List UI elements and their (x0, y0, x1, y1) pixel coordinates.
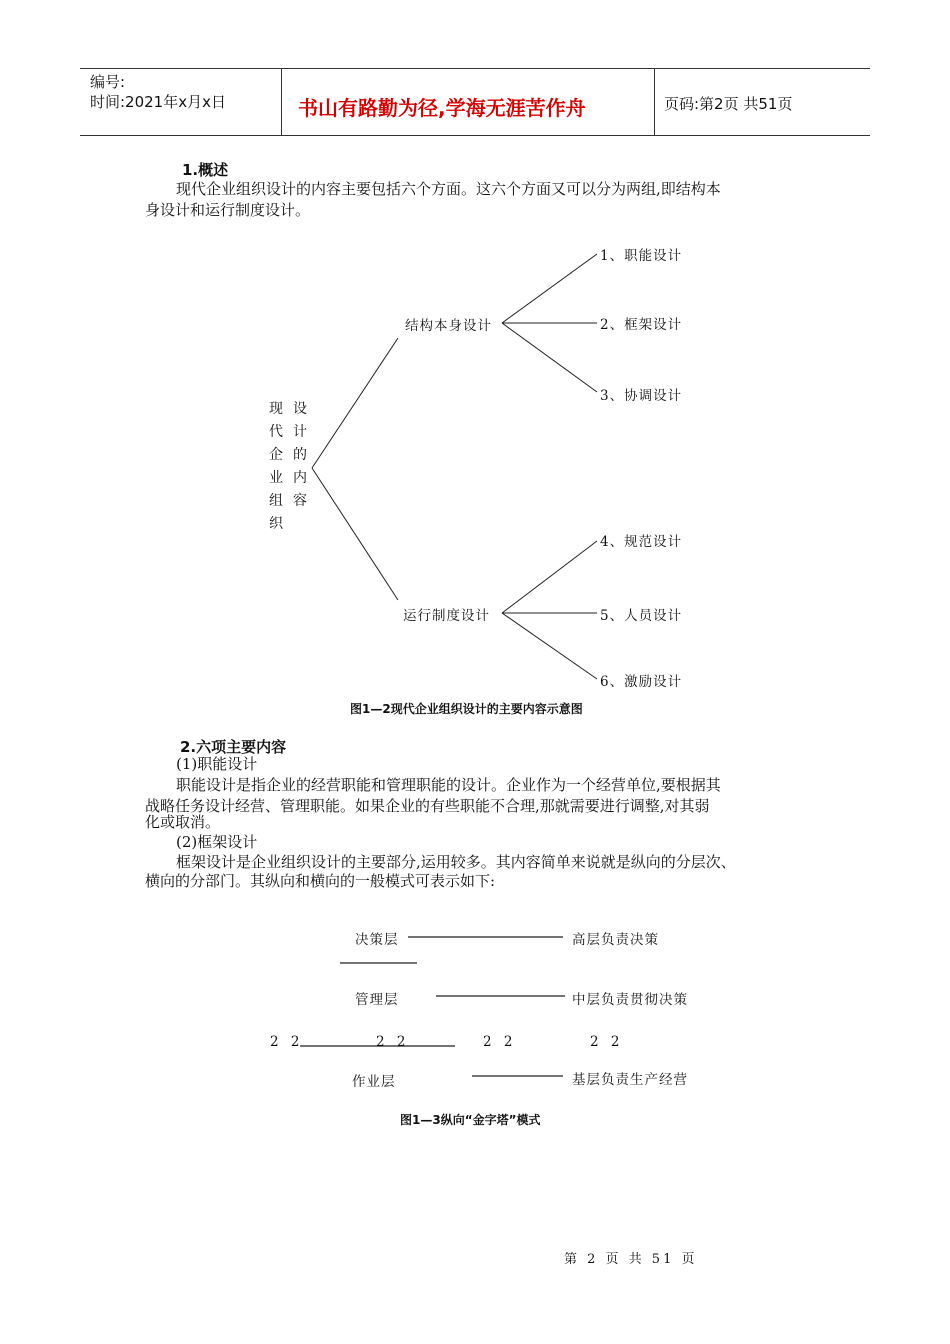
section1-paragraph-line1: 现代企业组织设计的内容主要包括六个方面。这六个方面又可以分为两组,即结构本 (176, 180, 721, 198)
section1-paragraph-line2: 身设计和运行制度设计。 (145, 201, 311, 219)
diagram1-group-structure: 结构本身设计 (405, 318, 492, 334)
page-footer: 第 2 页 共 51 页 (564, 1252, 698, 1267)
diagram2-caption: 图1—3纵向“金字塔”模式 (400, 1113, 541, 1127)
diagram1-item-4: 4、规范设计 (600, 534, 683, 550)
diagram1-item-5: 5、人员设计 (600, 608, 683, 624)
diagram1-item-2: 2、框架设计 (600, 317, 683, 333)
diagram1-root-col1: 现代企业组织 (269, 401, 283, 532)
diagram2-layer1-desc: 高层负责决策 (572, 932, 659, 948)
diagram1-item-6: 6、激励设计 (600, 674, 683, 690)
diagram2-layer2: 管理层 (355, 992, 399, 1008)
section2-sub1-line1: 职能设计是指企业的经营职能和管理职能的设计。企业作为一个经营单位,要根据其 (176, 776, 721, 794)
diagram2-marker-3: 2 2 (483, 1034, 517, 1050)
diagram1-item-3: 3、协调设计 (600, 388, 683, 404)
section2-sub2-title: (2)框架设计 (176, 833, 258, 851)
section2-sub2-line1: 框架设计是企业组织设计的主要部分,运用较多。其内容简单来说就是纵向的分层次、 (176, 853, 736, 871)
diagram2-layer1: 决策层 (355, 932, 399, 948)
section2-heading: 2.六项主要内容 (180, 738, 287, 756)
diagram1-caption: 图1—2现代企业组织设计的主要内容示意图 (350, 702, 583, 716)
section2-sub1-line2: 战略任务设计经营、管理职能。如果企业的有些职能不合理,那就需要进行调整,对其弱 (145, 797, 710, 815)
diagram1-root-col2: 设计的内容 (293, 401, 307, 509)
diagram1-group-operation: 运行制度设计 (403, 608, 490, 624)
diagram2-layer3: 作业层 (352, 1074, 396, 1090)
diagram2-layer3-desc: 基层负责生产经营 (572, 1072, 688, 1088)
diagram2-marker-2: 2 2 (376, 1034, 410, 1050)
document-number-label: 编号: (90, 73, 126, 91)
section2-sub1-title: (1)职能设计 (176, 755, 258, 773)
header-motto: 书山有路勤为径,学海无涯苦作舟 (298, 96, 586, 120)
section2-sub2-line2: 横向的分部门。其纵向和横向的一般模式可表示如下: (145, 872, 496, 890)
diagram1-item-1: 1、职能设计 (600, 248, 683, 264)
diagram2-marker-4: 2 2 (590, 1034, 624, 1050)
section1-heading: 1.概述 (182, 161, 229, 179)
diagram2-marker-1: 2 2 (270, 1034, 304, 1050)
page-number-label: 页码:第2页 共51页 (664, 95, 793, 113)
section2-sub1-line3: 化或取消。 (145, 813, 221, 831)
document-time-label: 时间:2021年x月x日 (90, 93, 226, 111)
diagram2-layer2-desc: 中层负责贯彻决策 (572, 992, 688, 1008)
